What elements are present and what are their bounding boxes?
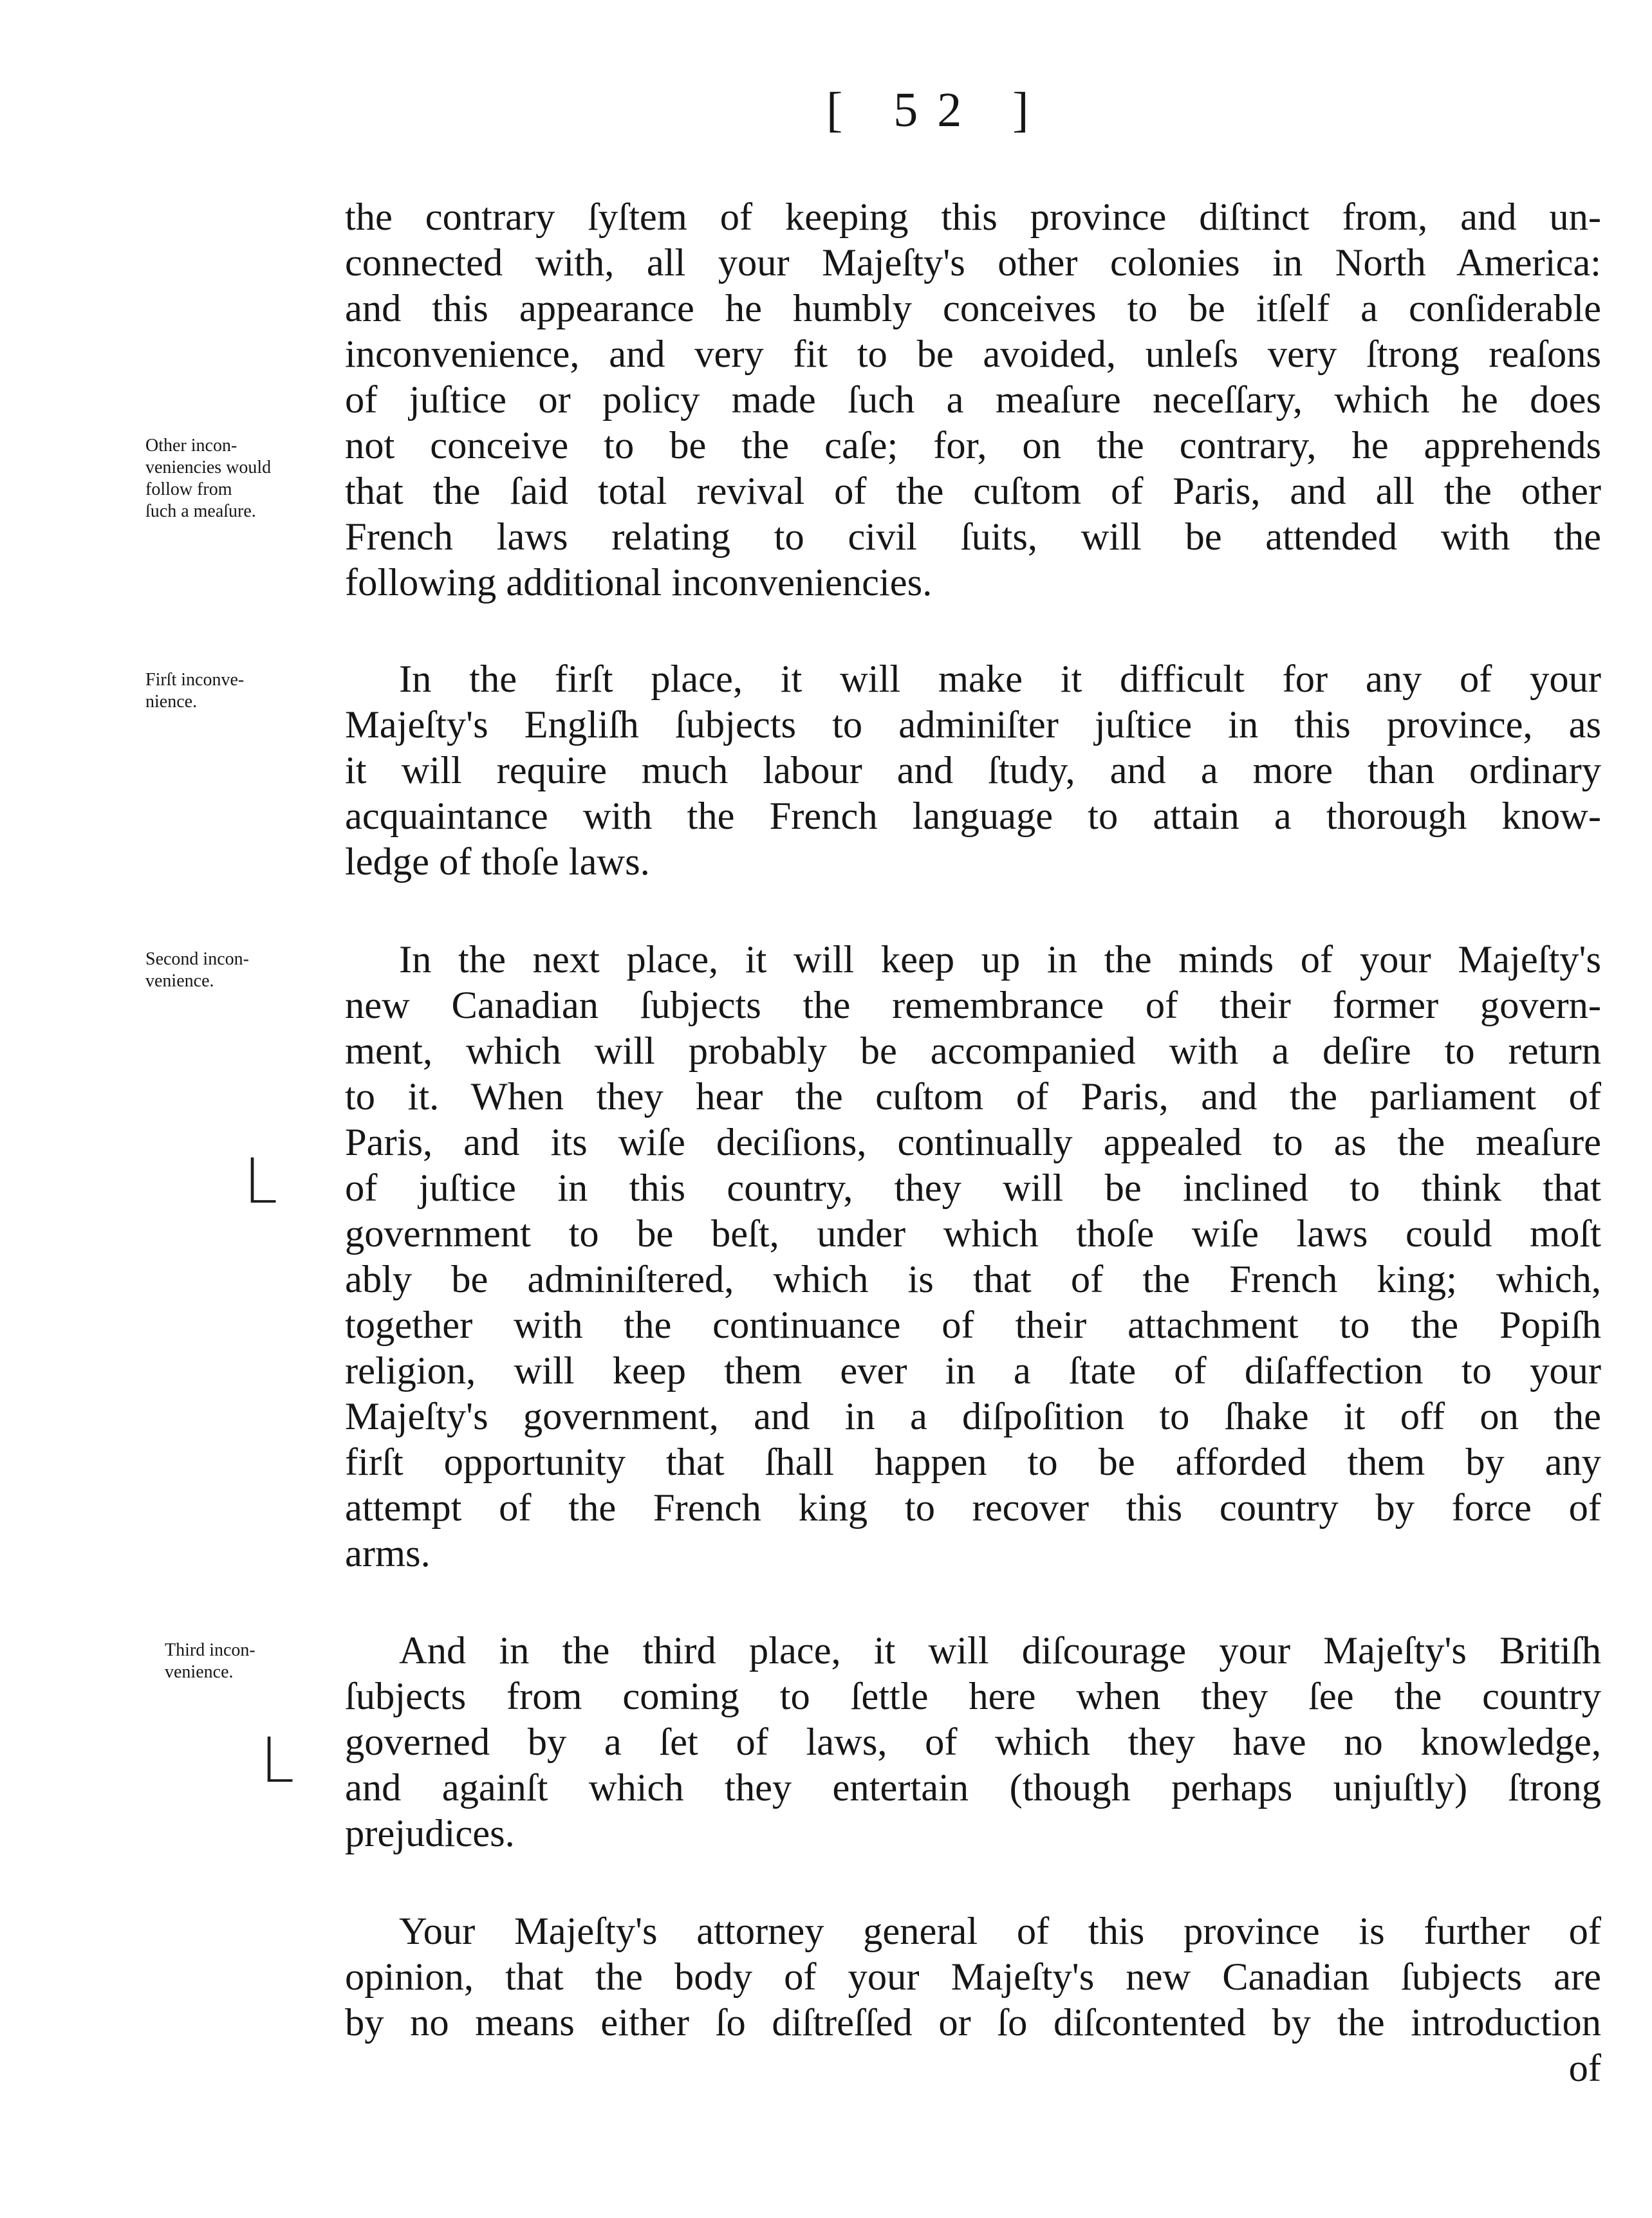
text-line: and againſt which they entertain (though perhaps unjuſtly) ſtrong (345, 1766, 1601, 1809)
text-line: ably be adminiſtered, which is that of the French king; which, (345, 1258, 1601, 1301)
margin-note-line: Other incon- (145, 436, 237, 456)
text-line: ment, which will probably be accompanied with a deſire to return (345, 1030, 1601, 1073)
text-line: new Canadian ſubjects the remembrance of their former govern- (345, 984, 1601, 1027)
margin-note-first-inconvenience (145, 669, 244, 713)
text-line: Majeſty's government, and in a diſpoſition to ſhake it off on the (345, 1395, 1601, 1438)
margin-note-line: venience. (145, 971, 214, 991)
text-line: and this appearance he humbly conceives to be itſelf a conſiderable (345, 287, 1601, 330)
margin-note-line: veniencies would (145, 457, 272, 477)
text-line: prejudices. (345, 1812, 515, 1855)
margin-note-second-inconvenience (145, 948, 249, 992)
paragraph-3 (345, 937, 1601, 1576)
text-line: the contrary ſyſtem of keeping this province diſtinct from, and un- (345, 196, 1601, 239)
text-line: acquaintance with the French language to attain a thorough know- (345, 795, 1601, 838)
page-number: [ 52 ] (826, 83, 1048, 137)
text-line: religion, will keep them ever in a ſtate of diſaffection to your (345, 1349, 1601, 1392)
text-line: opinion, that the body of your Majeſty's new Canadian ſubjects are (345, 1955, 1601, 1999)
text-line: by no means either ſo diſtreſſed or ſo diſcontented by the introduction (345, 2001, 1601, 2044)
text-line: connected with, all your Majeſty's other colonies in North America: (345, 241, 1601, 284)
text-line: attempt of the French king to recover this country by force of (345, 1486, 1601, 1529)
text-line: ſubjects from coming to ſettle here when they ſee the country (345, 1675, 1601, 1718)
margin-note-line: Second incon- (145, 949, 249, 969)
paragraph-5 (345, 1908, 1601, 2091)
text-line: inconvenience, and very fit to be avoided, unleſs very ſtrong reaſons (345, 333, 1601, 376)
text-line: that the ſaid total revival of the cuſtom of Paris, and all the other (345, 470, 1601, 513)
text-line: arms. (345, 1532, 431, 1575)
margin-note-line: venience. (165, 1662, 234, 1682)
text-line: ledge of thoſe laws. (345, 840, 650, 883)
text-line: following additional inconveniencies. (345, 561, 933, 604)
text-line: Majeſty's Engliſh ſubjects to adminiſter juſtice in this province, as (345, 703, 1601, 746)
paragraph-2 (345, 656, 1601, 885)
catchword: of (1568, 2047, 1601, 2090)
text-line: of juſtice in this country, they will be inclined to think that (345, 1167, 1601, 1210)
text-line: it will require much labour and ſtudy, and a more than ordinary (345, 749, 1601, 792)
margin-note-line: Third incon- (165, 1640, 255, 1660)
text-line: to it. When they hear the cuſtom of Paris, and the parliament of (345, 1075, 1601, 1118)
paragraph-4 (345, 1628, 1601, 1856)
paragraph-1 (345, 194, 1601, 605)
text-line: Your Majeſty's attorney general of this province is further of (399, 1910, 1601, 1953)
text-line: French laws relating to civil ſuits, will be attended with the (345, 515, 1601, 559)
margin-note-line: Firſt inconve- (145, 670, 245, 690)
text-line: of juſtice or policy made ſuch a meaſure neceſſary, which he does (345, 378, 1601, 421)
margin-note-line: nience. (145, 692, 198, 712)
pencil-mark: L (243, 1145, 278, 1217)
text-line: Paris, and its wiſe deciſions, continually appealed to as the meaſure (345, 1121, 1601, 1164)
text-line: In the firſt place, it will make it difficult for any of your (399, 658, 1601, 701)
margin-note-line: ſuch a meaſure. (145, 501, 256, 521)
text-line: And in the third place, it will diſcourage your Majeſty's Britiſh (399, 1629, 1601, 1672)
margin-note-other-inconveniencies (145, 435, 271, 522)
text-line: firſt opportunity that ſhall happen to be afforded them by any (345, 1441, 1601, 1484)
text-line: governed by a ſet of laws, of which they have no knowledge, (345, 1721, 1601, 1764)
pencil-mark: L (260, 1724, 295, 1797)
text-line: In the next place, it will keep up in the minds of your Majeſty's (399, 938, 1601, 981)
text-line: government to be beſt, under which thoſe wiſe laws could moſt (345, 1212, 1601, 1255)
text-line: not conceive to be the caſe; for, on the contrary, he apprehends (345, 424, 1601, 467)
margin-note-third-inconvenience (165, 1640, 255, 1683)
margin-note-line: follow from (145, 479, 232, 499)
text-line: together with the continuance of their attachment to the Popiſh (345, 1304, 1601, 1347)
